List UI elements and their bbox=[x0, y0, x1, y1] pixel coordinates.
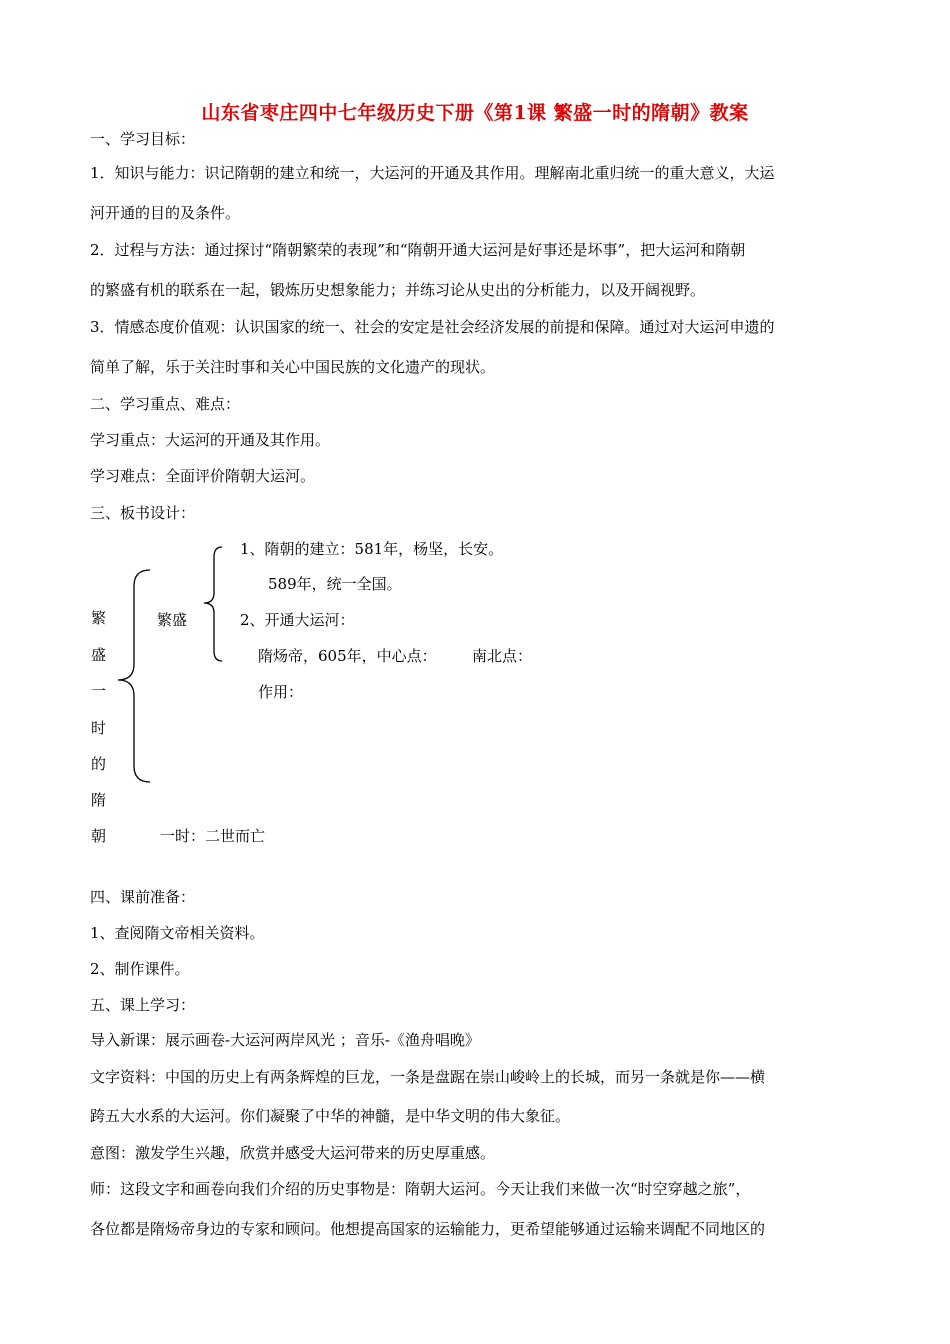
document-title: 山东省枣庄四中七年级历史下册《第1课 繁盛一时的隋朝》教案 bbox=[201, 102, 749, 124]
paragraph-line: 意图：激发学生兴趣，欣赏并感受大运河带来的历史厚重感。 bbox=[90, 1144, 496, 1162]
section-heading-keypoints: 二、学习重点、难点： bbox=[90, 395, 241, 413]
vertical-title-char: 朝 bbox=[91, 827, 107, 845]
board-item: 2、开通大运河： bbox=[240, 611, 355, 629]
paragraph-line: 跨五大水系的大运河。你们凝聚了中华的神髓，是中华文明的伟大象征。 bbox=[90, 1107, 571, 1125]
vertical-title-char: 繁 bbox=[91, 609, 107, 627]
board-item: 作用： bbox=[258, 683, 304, 701]
left-brace-large bbox=[114, 568, 154, 784]
board-bottom-item: 一时：二世而亡 bbox=[160, 827, 266, 845]
paragraph-line: 简单了解，乐于关注时事和关心中国民族的文化遗产的现状。 bbox=[90, 358, 496, 376]
board-item: 隋炀帝，605年，中心点： bbox=[258, 647, 437, 665]
paragraph-line: 导入新课：展示画卷-大运河两岸风光 ；音乐-《渔舟唱晚》 bbox=[90, 1031, 480, 1049]
section-heading-prep: 四、课前准备： bbox=[90, 888, 196, 906]
branch-label: 繁盛 bbox=[157, 611, 188, 629]
paragraph-line: 学习难点：全面评价隋朝大运河。 bbox=[90, 467, 316, 485]
vertical-title-char: 一 bbox=[91, 682, 107, 700]
paragraph-line: 的繁盛有机的联系在一起，锻炼历史想象能力；并练习论从史出的分析能力，以及开阔视野。 bbox=[90, 281, 706, 299]
vertical-title-char: 盛 bbox=[91, 646, 107, 664]
board-item: 589年，统一全国。 bbox=[268, 575, 402, 593]
vertical-title-char: 的 bbox=[91, 755, 107, 773]
paragraph-line: 2、制作课件。 bbox=[90, 960, 190, 978]
paragraph-line: 1、查阅隋文帝相关资料。 bbox=[90, 924, 265, 942]
vertical-title-char: 时 bbox=[91, 719, 107, 737]
paragraph-line: 师：这段文字和画卷向我们介绍的历史事物是：隋朝大运河。今天让我们来做一次“时空穿越之旅”， bbox=[90, 1180, 751, 1198]
board-item: 南北点： bbox=[472, 647, 533, 665]
paragraph-line: 1．知识与能力：识记隋朝的建立和统一，大运河的开通及其作用。理解南北重归统一的重大意义，大运 bbox=[90, 164, 775, 182]
section-heading-board: 三、板书设计： bbox=[90, 504, 196, 522]
section-heading-class: 五、课上学习： bbox=[90, 996, 196, 1014]
paragraph-line: 各位都是隋炀帝身边的专家和顾问。他想提高国家的运输能力，更希望能够通过运输来调配不同地区的 bbox=[90, 1220, 766, 1238]
board-item: 1、隋朝的建立：581年，杨坚，长安。 bbox=[240, 540, 504, 558]
paragraph-line: 3．情感态度价值观：认识国家的统一、社会的安定是社会经济发展的前提和保障。通过对大运河申遗的 bbox=[90, 318, 775, 336]
section-heading-objectives: 一、学习目标： bbox=[90, 130, 196, 148]
vertical-title-char: 隋 bbox=[91, 791, 107, 809]
paragraph-line: 学习重点：大运河的开通及其作用。 bbox=[90, 431, 331, 449]
paragraph-line: 2．过程与方法：通过探讨“隋朝繁荣的表现”和“隋朝开通大运河是好事还是坏事”，把大运河和隋朝 bbox=[90, 241, 746, 259]
left-brace-small bbox=[200, 545, 226, 663]
paragraph-line: 文字资料：中国的历史上有两条辉煌的巨龙，一条是盘踞在崇山峻岭上的长城，而另一条就是你——横 bbox=[90, 1068, 766, 1086]
paragraph-line: 河开通的目的及条件。 bbox=[90, 204, 241, 222]
